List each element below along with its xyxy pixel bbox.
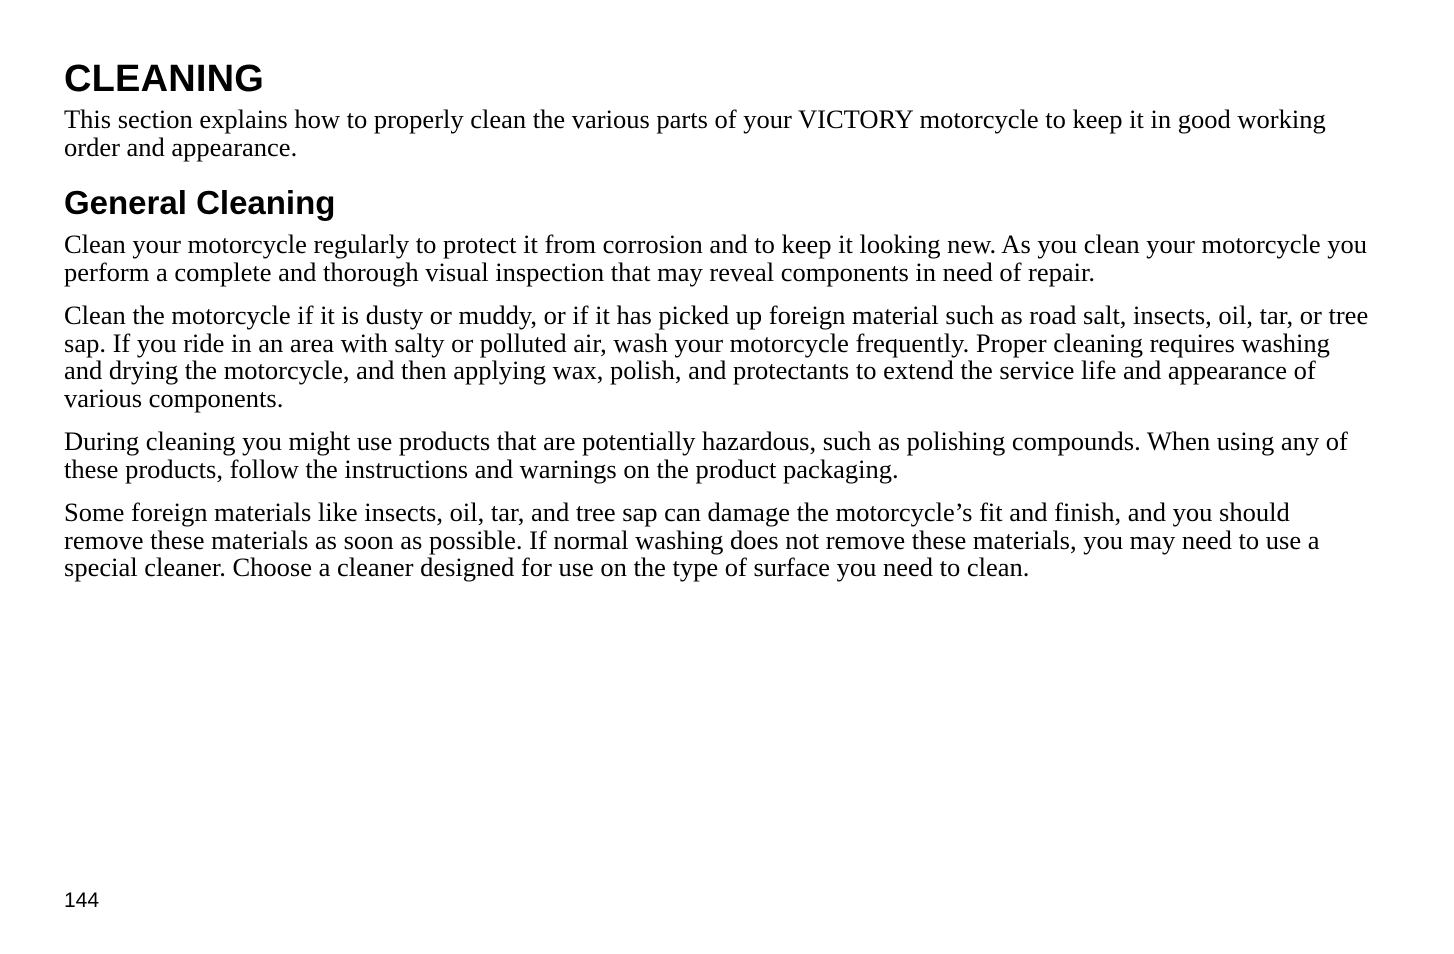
body-paragraph: During cleaning you might use products that are potentially hazardous, such as polishing compounds. When using any of these products, follow the instructions and warnings on the product packaging. (64, 426, 1348, 484)
body-paragraph: Clean the motorcycle if it is dusty or muddy, or if it has picked up foreign material such as road salt, insects, oil, tar, or tree sap. If you ride in an area with salty or polluted air, wash your motorcycle frequently. Proper cleaning requires washing and drying the motorcycle, and then applying wax, polish, and protectants to extend the service life and appearance of various components. (64, 300, 1369, 413)
page-content (64, 56, 1374, 598)
body-paragraph: Clean your motorcycle regularly to protect it from corrosion and to keep it looking new. As you clean your motorcycle you perform a complete and thorough visual inspection that may reveal components in need of repair. (64, 229, 1368, 287)
intro-paragraph: This section explains how to properly clean the various parts of your VICTORY motorcycle to keep it in good working order and appearance. (64, 104, 1326, 162)
body-paragraph: Some foreign materials like insects, oil, tar, and tree sap can damage the motorcycle’s fit and finish, and you should remove these materials as soon as possible. If normal washing does not remove these materials, you may need to use a special cleaner. Choose a cleaner designed for use on the type of surface you need to clean. (64, 497, 1320, 582)
page-title: CLEANING (64, 58, 265, 100)
section-heading: General Cleaning (64, 184, 336, 221)
page-number: 144 (64, 889, 100, 912)
